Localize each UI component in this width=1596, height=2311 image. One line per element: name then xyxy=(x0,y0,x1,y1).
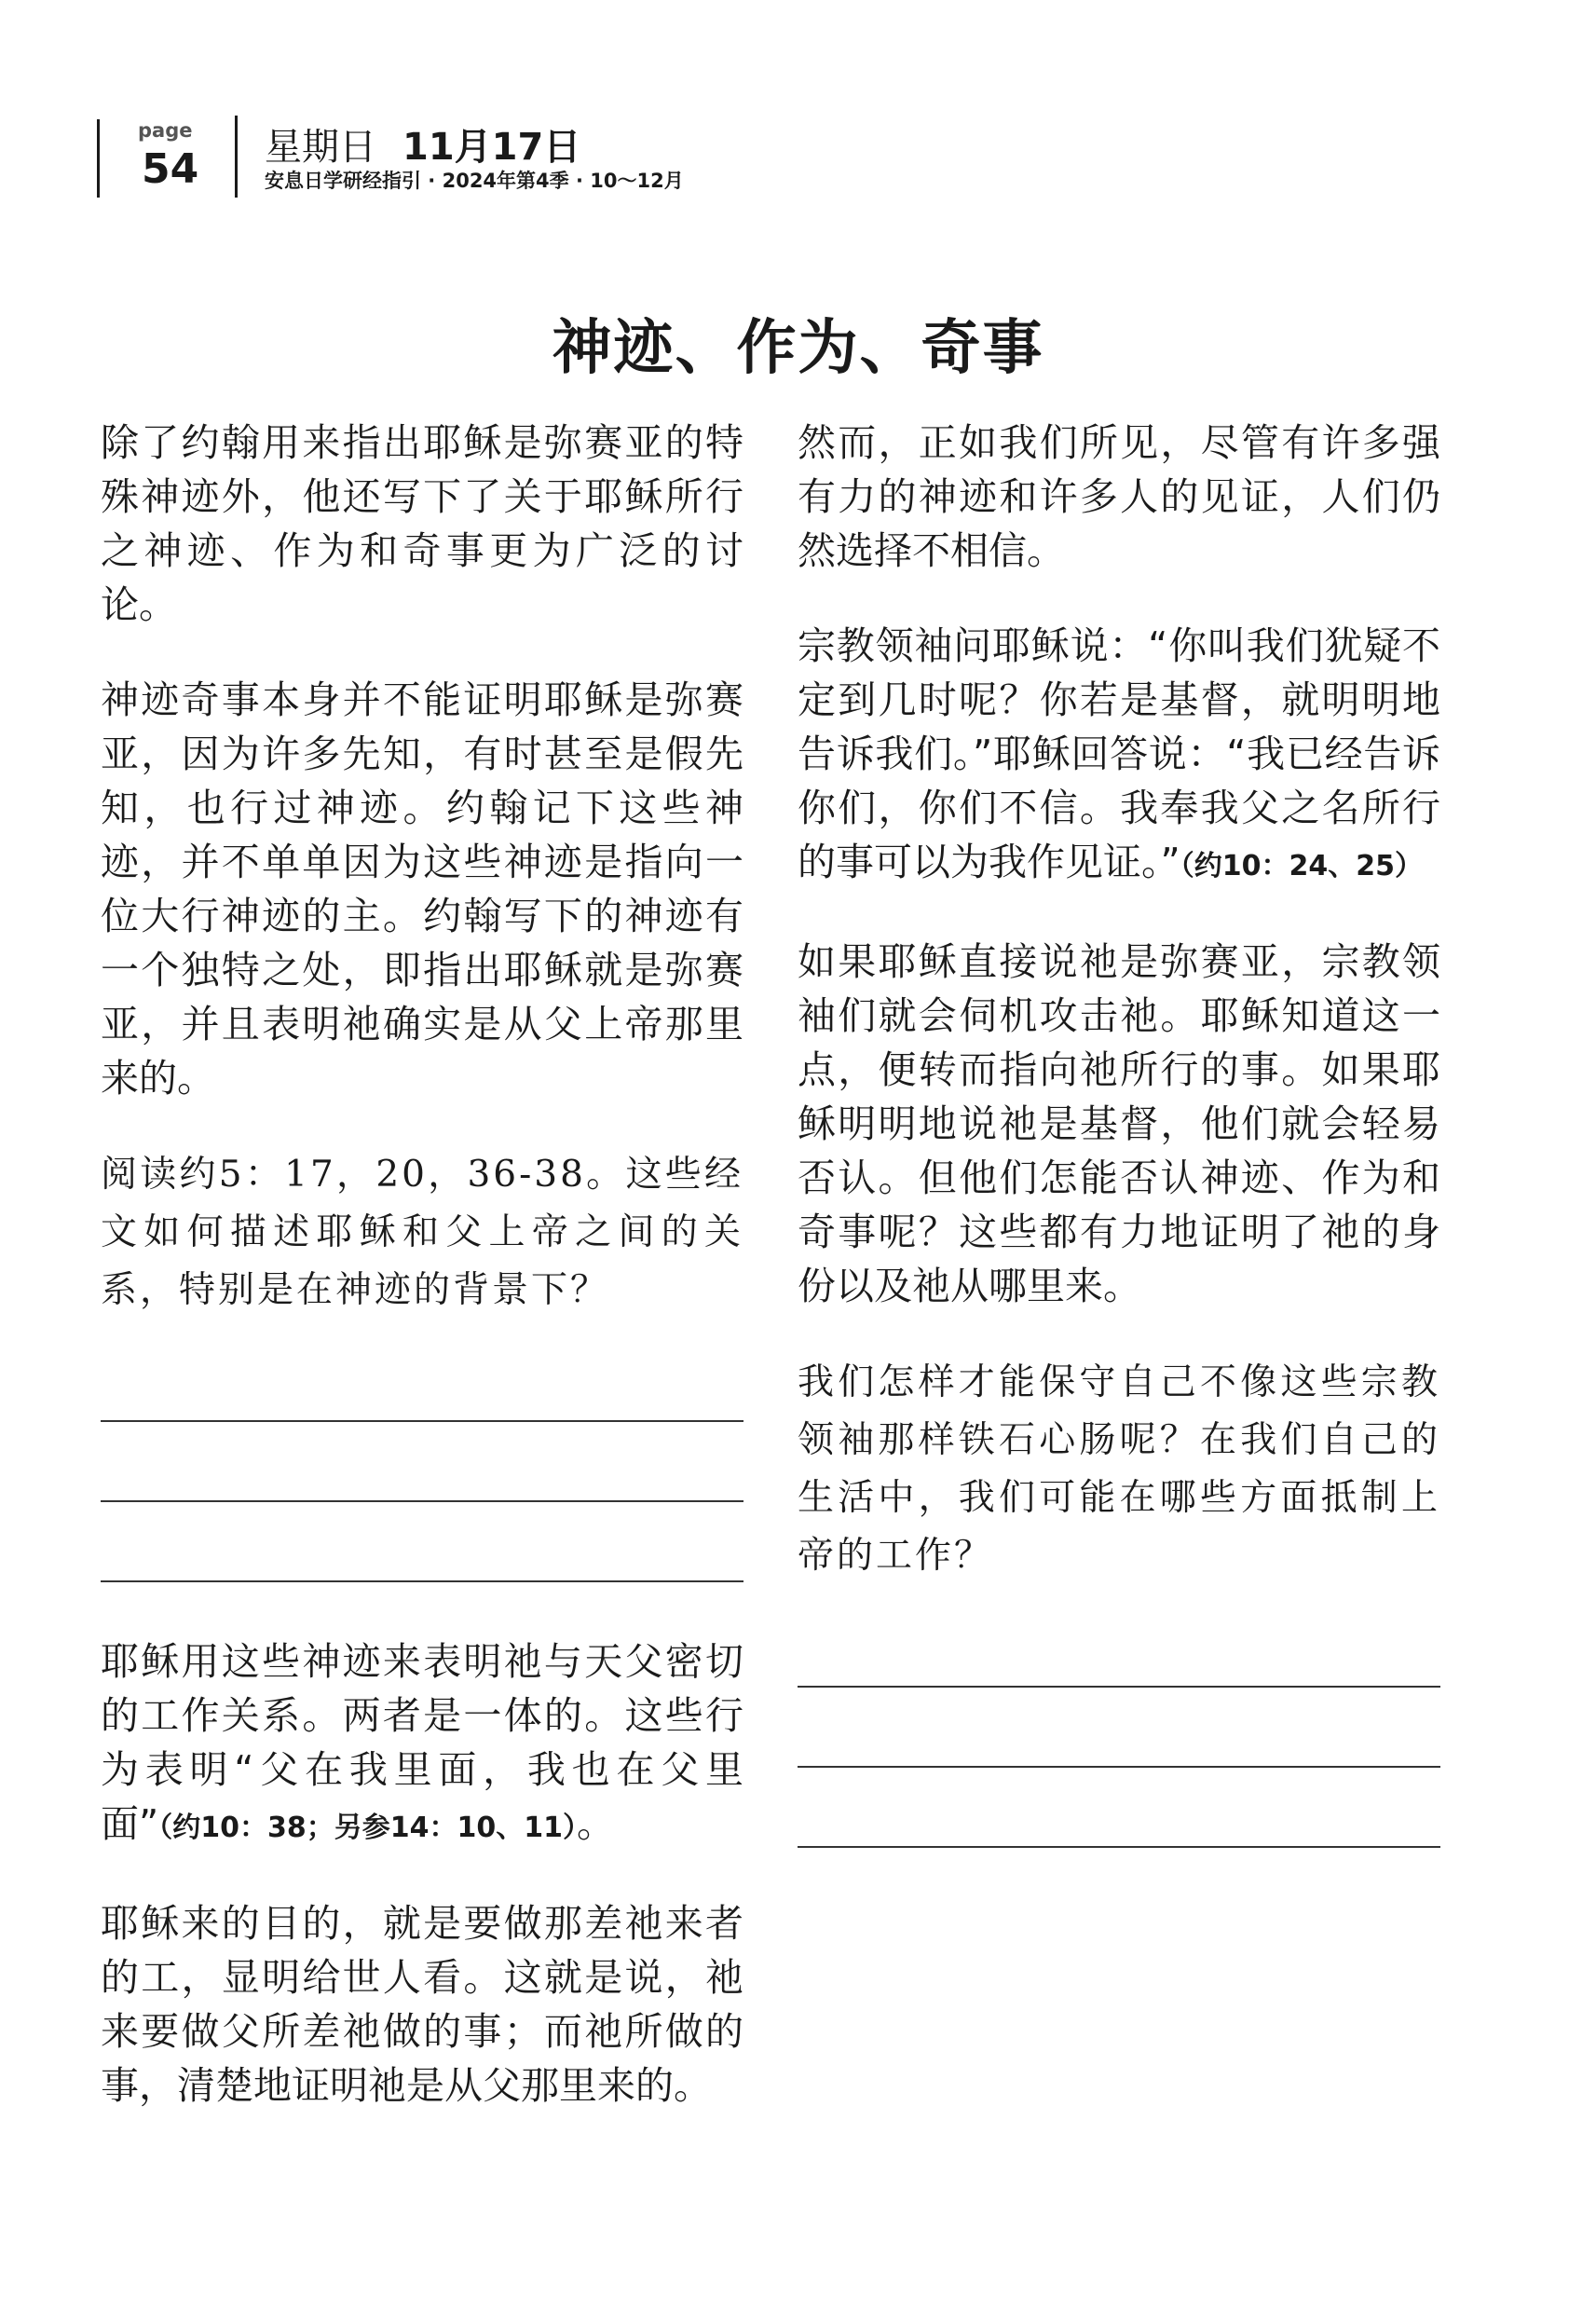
answer-line[interactable] xyxy=(798,1768,1440,1848)
answer-line[interactable] xyxy=(798,1688,1440,1768)
paragraph xyxy=(798,619,1440,894)
scripture-reference: （约10：38；另参14：10、11） xyxy=(158,1812,577,1844)
paragraph: 除了约翰用来指出耶稣是弥赛亚的特殊神迹外，他还写下了关于耶稣所行之神迹、作为和奇事更为广泛的讨论。 xyxy=(101,420,743,627)
answer-lines xyxy=(101,1361,743,1582)
left-column xyxy=(101,416,743,2154)
answer-lines xyxy=(798,1626,1440,1848)
paragraph-text: 宗教领袖问耶稣说：“你叫我们犹疑不定到几时呢？你若是基督，就明明地告诉我们。”耶稣回答说：“我已经告诉你们，你们不信。我奉我父之名所行的事可以为我作见证。” xyxy=(798,623,1440,884)
lesson-title: 神迹、作为、奇事 xyxy=(552,313,1044,383)
page-header xyxy=(97,110,842,199)
study-question: 阅读约5：17，20，36-38。这些经文如何描述耶稣和父上帝之间的关系，特别是在神迹的背景下？ xyxy=(101,1154,743,1311)
paragraph xyxy=(101,1634,743,1855)
scripture-reference: （约10：24、25） xyxy=(1180,850,1423,882)
paragraph-end: 。 xyxy=(577,1801,615,1846)
header-date-line xyxy=(265,117,580,171)
header-subtitle: 安息日学研经指引 · 2024年第4季 · 10～12月 xyxy=(265,170,684,192)
right-column xyxy=(798,416,1440,1900)
study-question: 我们怎样才能保守自己不像这些宗教领袖那样铁石心肠呢？在我们自己的生活中，我们可能在哪些方面抵制上帝的工作？ xyxy=(798,1361,1440,1577)
page-number: 54 xyxy=(142,145,199,193)
paragraph-text: 耶稣用这些神迹来表明祂与天父密切的工作关系。两者是一体的。这些行为表明“父在我里面，我也在父里面” xyxy=(101,1639,743,1846)
answer-line[interactable] xyxy=(798,1626,1440,1688)
answer-line[interactable] xyxy=(101,1422,743,1502)
paragraph: 如果耶稣直接说祂是弥赛亚，宗教领袖们就会伺机攻击祂。耶稣知道这一点，便转而指向祂所行的事。如果耶稣明明地说祂是基督，他们就会轻易否认。但他们怎能否认神迹、作为和奇事呢？这些都有力地证明了祂的身份以及祂从哪里来。 xyxy=(798,939,1440,1308)
answer-line[interactable] xyxy=(101,1361,743,1422)
paragraph: 然而，正如我们所见，尽管有许多强有力的神迹和许多人的见证，人们仍然选择不相信。 xyxy=(798,420,1440,573)
header-divider xyxy=(97,119,100,198)
answer-line[interactable] xyxy=(101,1502,743,1582)
paragraph: 耶稣来的目的，就是要做那差祂来者的工，显明给世人看。这就是说，祂来要做父所差祂做的事；而祂所做的事，清楚地证明祂是从父那里来的。 xyxy=(101,1901,743,2108)
weekday: 星期日 xyxy=(265,126,376,169)
header-divider xyxy=(235,116,238,198)
date: 11月17日 xyxy=(402,126,581,169)
page-label: page xyxy=(138,119,193,142)
paragraph: 神迹奇事本身并不能证明耶稣是弥赛亚，因为许多先知，有时甚至是假先知，也行过神迹。约翰记下这些神迹，并不单单因为这些神迹是指向一位大行神迹的主。约翰写下的神迹有一个独特之处，即指出耶稣就是弥赛亚，并且表明祂确实是从父上帝那里来的。 xyxy=(101,677,743,1101)
